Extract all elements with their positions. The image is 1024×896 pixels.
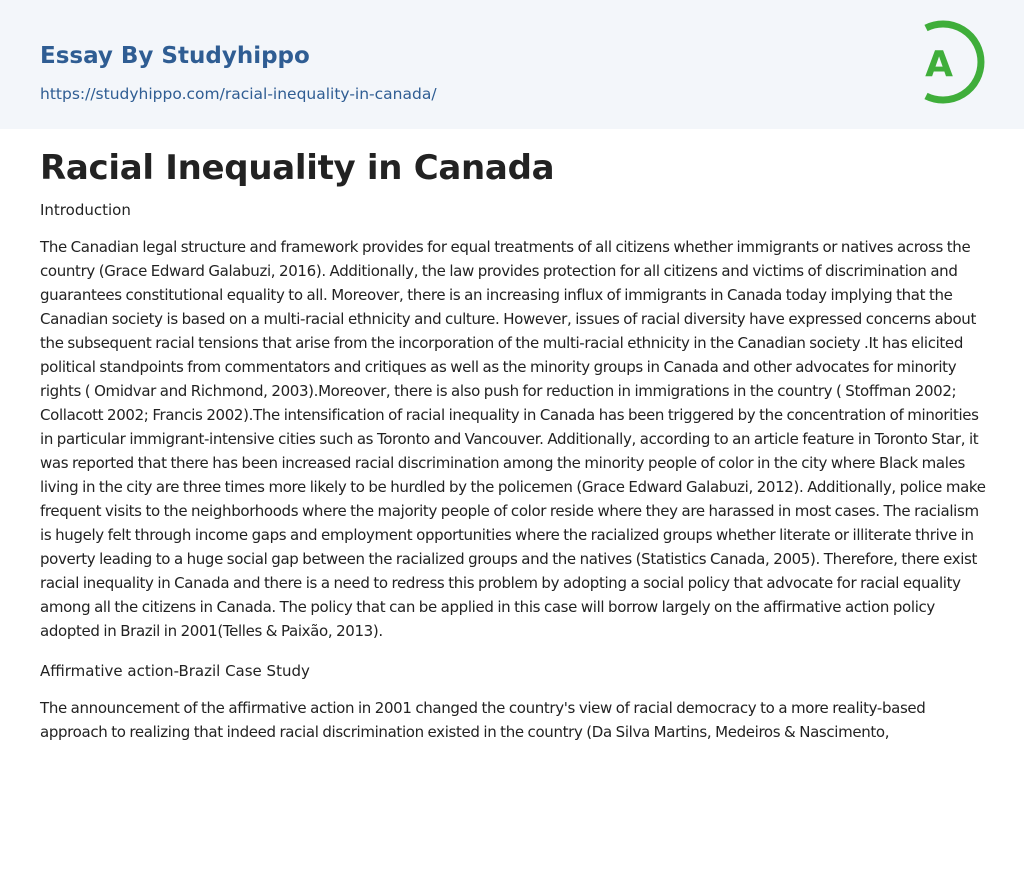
paragraph-brazil-case-study: The announcement of the affirmative action in 2001 changed the country's view of racial democracy to a more reality-based approach to realizing that indeed racial discrimination existed in the country (Da Silva Martins, Medeiros & Nascimento, (40, 699, 926, 741)
brand-title: Essay By Studyhippo (40, 43, 310, 69)
article-url-link[interactable]: https://studyhippo.com/racial-inequality-in-canada/ (40, 85, 437, 103)
section-heading-introduction: Introduction (40, 201, 131, 219)
article-content (40, 140, 986, 744)
article-title: Racial Inequality in Canada (40, 148, 555, 188)
section-heading-brazil-case-study: Affirmative action-Brazil Case Study (40, 662, 310, 680)
logo-letter: A (925, 44, 953, 85)
site-header (0, 0, 1024, 129)
paragraph-introduction: The Canadian legal structure and framework provides for equal treatments of all citizens whether immigrants or natives across the country (Grace Edward Galabuzi, 2016). Additionally, the law provides protection for all citizens and victims of discrimination and guarantees constitutional equality to all. Moreover, there is an increasing influx of immigrants in Canada today implying that the Canadian society is based on a multi-racial ethnicity and culture. However, issues of racial diversity have expressed concerns about the subsequent racial tensions that arise from the incorporation of the multi-racial ethnicity in the Canadian society .It has elicited political standpoints from commentators and critiques as well as the minority groups in Canada and other advocates for minority rights ( Omidvar and Richmond, 2003).Moreover, there is also push for reduction in immigrations in the country ( Stoffman 2002; Collacott 2002; Francis 2002).The intensification of racial inequality in Canada has been triggered by the concentration of minorities in particular immigrant-intensive cities such as Toronto and Vancouver. Additionally, according to an article feature in Toronto Star, it was reported that there has been increased racial discrimination among the minority people of color in the city where Black males living in the city are three times more likely to be hurdled by the policemen (Grace Edward Galabuzi, 2012). Additionally, police make frequent visits to the neighborhoods where the majority people of color reside where they are harassed in most cases. The racialism is hugely felt through income gaps and employment opportunities where the racialized groups whether literate or illiterate thrive in poverty leading to a huge social gap between the racialized groups and the natives (Statistics Canada, 2005). Therefore, there exist racial inequality in Canada and there is a need to redress this problem by adopting a social policy that advocate for racial equality among all the citizens in Canada. The policy that can be applied in this case will borrow largely on the affirmative action policy adopted in Brazil in 2001(Telles & Paixão, 2013). (40, 238, 986, 640)
studyhippo-logo-icon (912, 20, 986, 104)
